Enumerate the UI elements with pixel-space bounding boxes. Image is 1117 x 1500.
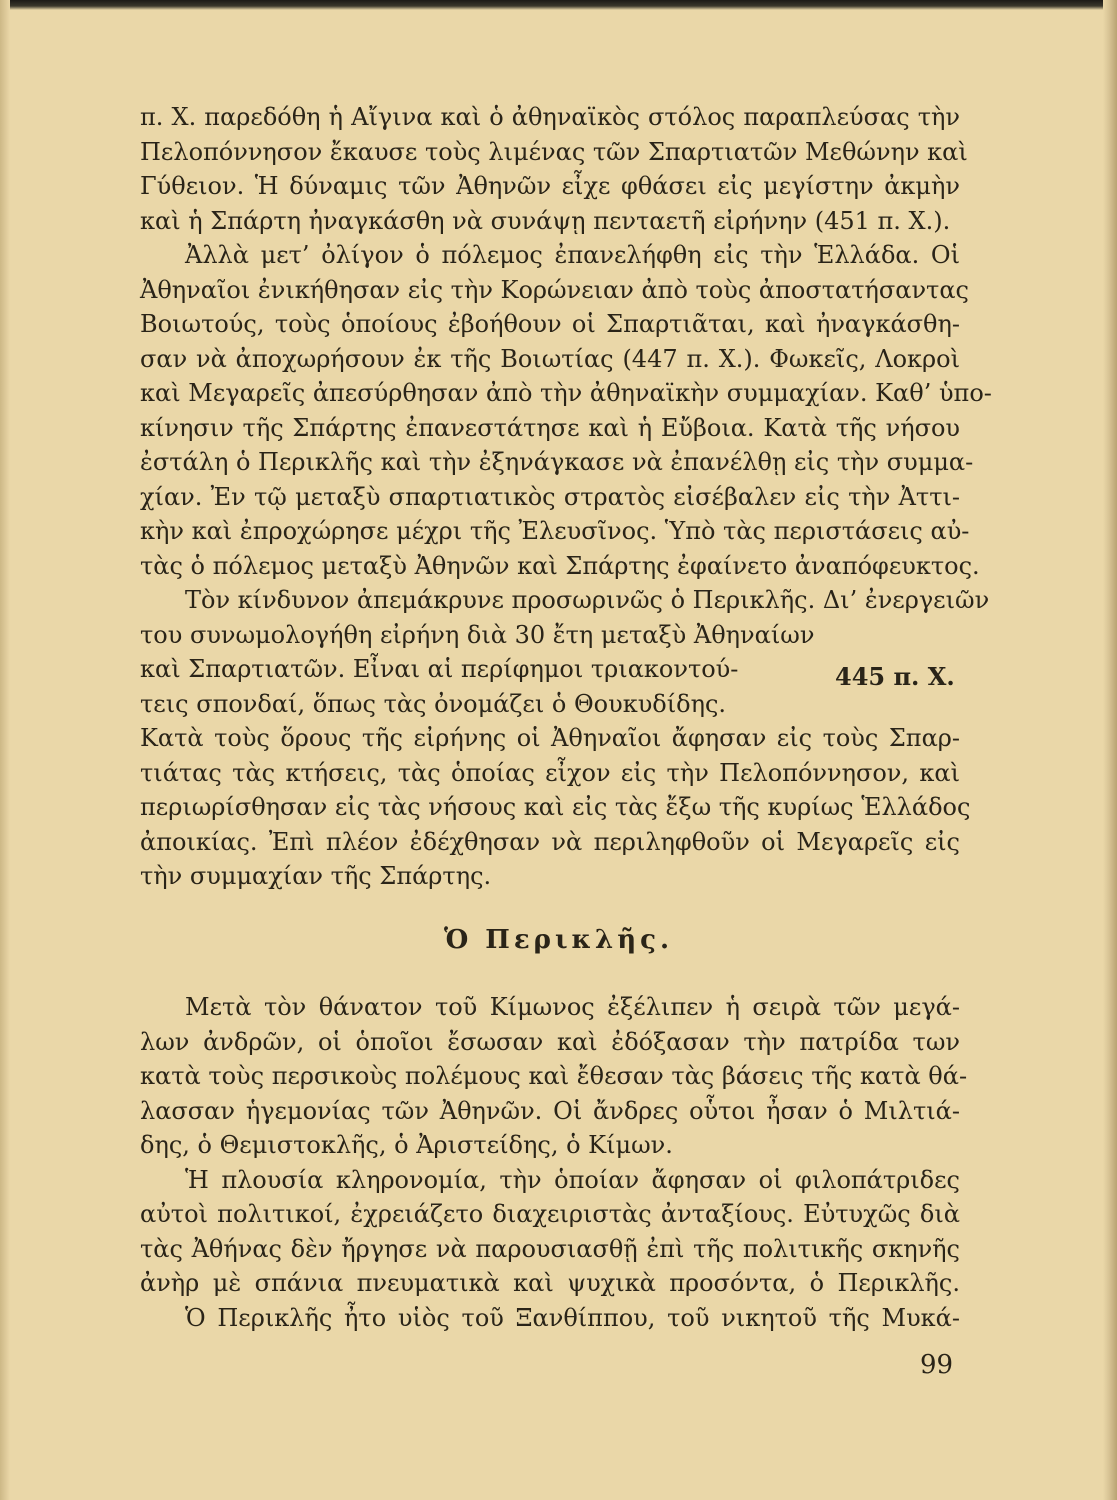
- text-line: Ὁ Περικλῆς ἦτο υἱὸς τοῦ Ξανθίππου, τοῦ νικητοῦ τῆς Μυκά-: [185, 1303, 960, 1332]
- text-line: τὴν συμμαχίαν τῆς Σπάρτης.: [140, 862, 492, 890]
- text-line: χίαν. Ἐν τῷ μεταξὺ σπαρτιατικὸς στρατὸς εἰσέβαλεν εἰς τὴν Ἀττι-: [140, 482, 960, 511]
- text-line: λων ἀνδρῶν, οἱ ὁποῖοι ἔσωσαν καὶ ἐδόξασαν τὴν πατρίδα των: [140, 1027, 960, 1056]
- text-line: καὶ Σπαρτιατῶν. Εἶναι αἱ περίφημοι τριακοντού-: [140, 655, 739, 683]
- section-heading: Ὁ Περικλῆς.: [443, 925, 674, 955]
- top-text-block: [140, 100, 992, 894]
- text-line: ἀνὴρ μὲ σπάνια πνευματικὰ καὶ ψυχικὰ προσόντα, ὁ Περικλῆς.: [140, 1269, 960, 1297]
- text-line: ἀποικίας. Ἐπὶ πλέον ἐδέχθησαν νὰ περιληφθοῦν οἱ Μεγαρεῖς εἰς: [140, 827, 960, 856]
- text-line: τιάτας τὰς κτήσεις, τὰς ὁποίας εἶχον εἰς τὴν Πελοπόννησον, καὶ: [140, 758, 960, 787]
- text-line: τὰς Ἀθήνας δὲν ἤργησε νὰ παρουσιασθῇ ἐπὶ τῆς πολιτικῆς σκηνῆς: [140, 1234, 960, 1263]
- page-left-edge: [0, 0, 10, 1500]
- text-line: Βοιωτούς, τοὺς ὁποίους ἐβοήθουν οἱ Σπαρτιᾶται, καὶ ἠναγκάσθη-: [140, 310, 960, 338]
- bottom-text-block: [140, 990, 968, 1335]
- text-line: κατὰ τοὺς περσικοὺς πολέμους καὶ ἔθεσαν τὰς βάσεις τῆς κατὰ θά-: [140, 1062, 968, 1090]
- text-line: Γύθειον. Ἡ δύναμις τῶν Ἀθηνῶν εἶχε φθάσει εἰς μεγίστην ἀκμὴν: [140, 172, 960, 200]
- text-line: καὶ Μεγαρεῖς ἀπεσύρθησαν ἀπὸ τὴν ἀθηναϊκὴν συμμαχίαν. Καθ’ ὑπο-: [140, 379, 992, 407]
- text-line: τεις σπονδαί, ὅπως τὰς ὀνομάζει ὁ Θουκυδίδης.: [140, 689, 727, 718]
- text-line: καὶ ἡ Σπάρτη ἠναγκάσθη νὰ συνάψῃ πενταετῆ εἰρήνην (451 π. Χ.).: [140, 206, 951, 235]
- text-line: Ἀθηναῖοι ἐνικήθησαν εἰς τὴν Κορώνειαν ἀπὸ τοὺς ἀποστατήσαντας: [140, 275, 969, 304]
- text-line: του συνωμολογήθη εἰρήνη διὰ 30 ἔτη μεταξὺ Ἀθηναίων: [140, 620, 815, 649]
- text-line: κίνησιν τῆς Σπάρτης ἐπανεστάτησε καὶ ἡ Εὔβοια. Κατὰ τῆς νήσου: [140, 413, 960, 442]
- page-number: 99: [920, 1350, 954, 1380]
- text-line: λασσαν ἡγεμονίας τῶν Ἀθηνῶν. Οἱ ἄνδρες οὗτοι ἦσαν ὁ Μιλτιά-: [140, 1096, 960, 1125]
- text-line: π. Χ. παρεδόθη ἡ Αἴγινα καὶ ὁ ἀθηναϊκὸς στόλος παραπλεύσας τὴν: [140, 103, 960, 131]
- text-line: τὰς ὁ πόλεμος μεταξὺ Ἀθηνῶν καὶ Σπάρτης ἐφαίνετο ἀναπόφευκτος.: [140, 551, 980, 580]
- text-line: κὴν καὶ ἐπροχώρησε μέχρι τῆς Ἐλευσῖνος. Ὑπὸ τὰς περιστάσεις αὐ-: [140, 517, 970, 545]
- page-right-edge: [1103, 0, 1117, 1500]
- text-line: Πελοπόννησον ἔκαυσε τοὺς λιμένας τῶν Σπαρτιατῶν Μεθώνην καὶ: [140, 137, 968, 166]
- text-line: Μετὰ τὸν θάνατον τοῦ Κίμωνος ἐξέλιπεν ἡ σειρὰ τῶν μεγά-: [185, 993, 960, 1021]
- text-line: Τὸν κίνδυνον ἀπεμάκρυνε προσωρινῶς ὁ Περικλῆς. Δι’ ἐνεργειῶν: [185, 586, 990, 614]
- text-line: Κατὰ τοὺς ὅρους τῆς εἰρήνης οἱ Ἀθηναῖοι ἄφησαν εἰς τοὺς Σπαρ-: [140, 724, 960, 752]
- text-line: περιωρίσθησαν εἰς τὰς νήσους καὶ εἰς τὰς ἔξω τῆς κυρίως Ἑλλάδος: [140, 793, 971, 821]
- text-line: Ἡ πλουσία κληρονομία, τὴν ὁποίαν ἄφησαν οἱ φιλοπάτριδες: [185, 1165, 960, 1194]
- page-top-edge: [0, 0, 1117, 10]
- margin-date-note: 445 π. Χ.: [835, 662, 955, 691]
- text-line: σαν νὰ ἀποχωρήσουν ἐκ τῆς Βοιωτίας (447 π. Χ.). Φωκεῖς, Λοκροὶ: [140, 344, 960, 373]
- text-line: ἐστάλη ὁ Περικλῆς καὶ τὴν ἐξηνάγκασε νὰ ἐπανέλθῃ εἰς τὴν συμμα-: [140, 448, 974, 476]
- text-line: Ἀλλὰ μετ’ ὀλίγον ὁ πόλεμος ἐπανελήφθη εἰς τὴν Ἑλλάδα. Οἱ: [185, 241, 960, 269]
- text-line: δης, ὁ Θεμιστοκλῆς, ὁ Ἀριστείδης, ὁ Κίμων.: [140, 1131, 673, 1159]
- text-line: αὐτοὶ πολιτικοί, ἐχρειάζετο διαχειριστὰς ἀνταξίους. Εὐτυχῶς διὰ: [140, 1200, 960, 1228]
